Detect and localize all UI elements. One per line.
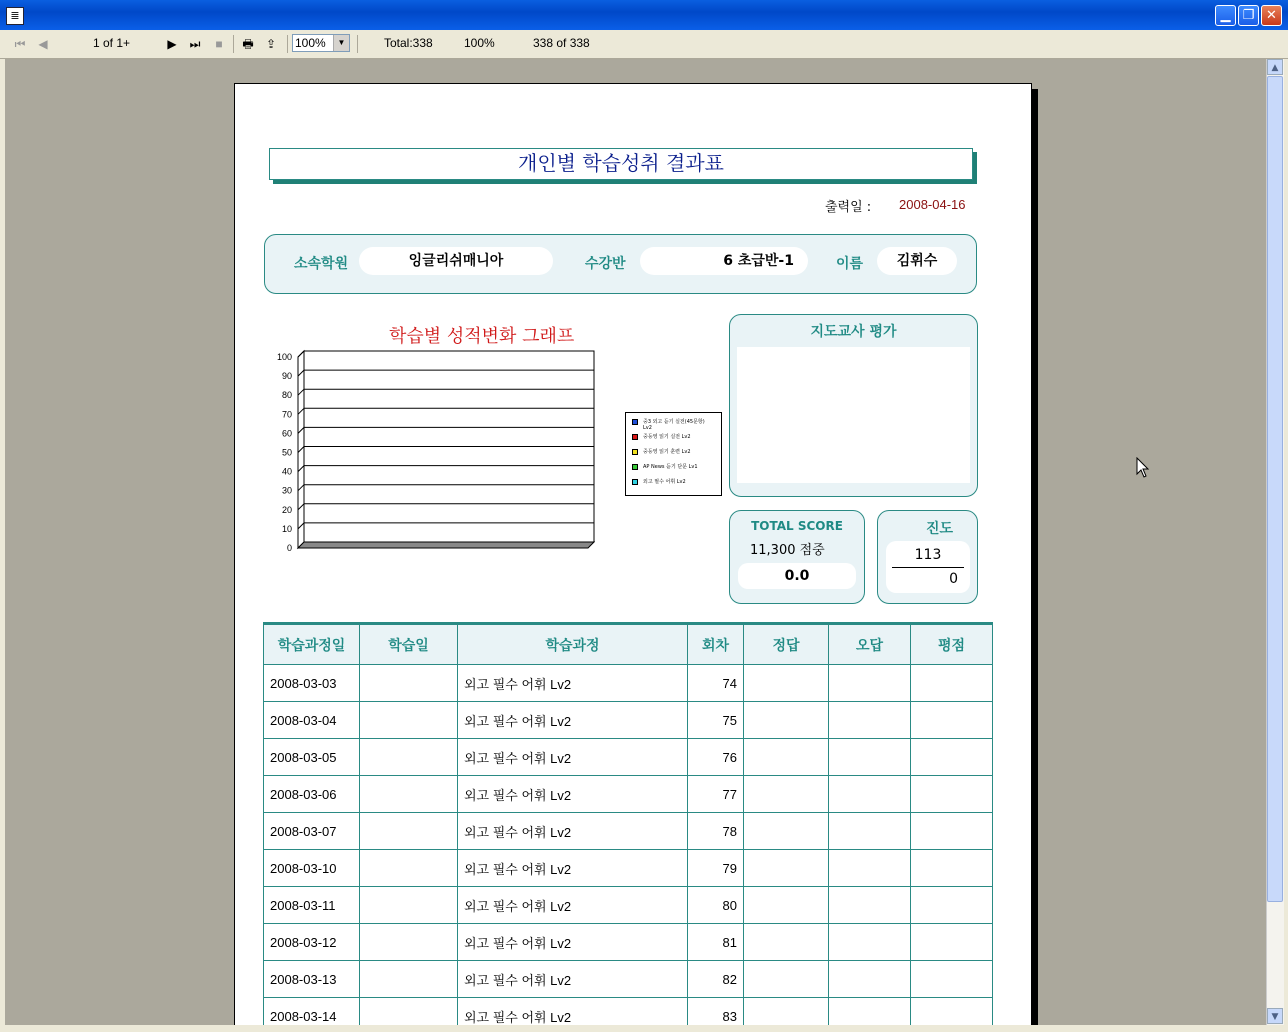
chart-legend <box>625 412 722 496</box>
legend-label: 중3 외고 듣기 실전(45문항) Lv2 <box>643 419 705 431</box>
chart-title: 학습별 성적변화 그래프 <box>389 326 575 347</box>
cell-study-date <box>360 776 458 813</box>
cell-grade <box>911 850 993 887</box>
cell-grade <box>911 887 993 924</box>
cell-grade <box>911 924 993 961</box>
cell-round: 81 <box>688 924 744 961</box>
header-study-date: 학습일 <box>360 624 458 665</box>
scroll-up-icon[interactable]: ▲ <box>1267 59 1283 75</box>
cell-study-date <box>360 887 458 924</box>
table-row <box>264 739 993 776</box>
cell-correct <box>744 776 829 813</box>
cell-correct <box>744 924 829 961</box>
legend-label: 중등영 읽기 실전 Lv2 <box>643 434 691 440</box>
progress-values <box>886 541 970 593</box>
y-tick-label: 40 <box>281 466 292 477</box>
progress-done: 0 <box>949 571 958 587</box>
cell-wrong <box>829 998 911 1026</box>
cell-course: 외고 필수 어휘 Lv2 <box>458 739 688 776</box>
report-page <box>234 83 1032 1025</box>
name-value <box>877 247 957 275</box>
cell-grade <box>911 998 993 1026</box>
progress-total: 113 <box>914 547 942 563</box>
cell-course-date: 2008-03-10 <box>264 850 360 887</box>
y-tick-label: 30 <box>281 485 292 496</box>
cell-correct <box>744 850 829 887</box>
cell-correct <box>744 961 829 998</box>
total-score-max: 11,300 점중 <box>750 543 825 558</box>
name-label: 이름 <box>836 256 864 272</box>
total-records: Total:338 <box>384 36 433 50</box>
legend-label: AP News 듣기 단문 Lv1 <box>643 464 698 470</box>
cell-course-date: 2008-03-12 <box>264 924 360 961</box>
cell-wrong <box>829 850 911 887</box>
class-label: 수강반 <box>585 256 626 272</box>
header-course-date: 학습과정일 <box>264 624 360 665</box>
report-title: 개인별 학습성취 결과표 <box>269 148 973 180</box>
header-correct: 정답 <box>744 624 829 665</box>
cell-correct <box>744 739 829 776</box>
cell-correct <box>744 813 829 850</box>
close-button[interactable]: ✕ <box>1261 5 1282 26</box>
y-tick-label: 60 <box>281 428 292 439</box>
cell-wrong <box>829 924 911 961</box>
legend-swatch <box>632 434 638 440</box>
cell-study-date <box>360 850 458 887</box>
cell-round: 78 <box>688 813 744 850</box>
table-row <box>264 813 993 850</box>
cell-grade <box>911 813 993 850</box>
cell-course: 외고 필수 어휘 Lv2 <box>458 850 688 887</box>
cell-course: 외고 필수 어휘 Lv2 <box>458 961 688 998</box>
cell-study-date <box>360 998 458 1026</box>
report-viewport <box>5 59 1266 1025</box>
legend-swatch <box>632 464 638 470</box>
score-chart <box>265 346 595 576</box>
progress-divider <box>892 567 964 568</box>
header-grade: 평점 <box>911 624 993 665</box>
table-row <box>264 887 993 924</box>
cell-course-date: 2008-03-05 <box>264 739 360 776</box>
y-tick-label: 100 <box>276 352 292 362</box>
cell-course-date: 2008-03-07 <box>264 813 360 850</box>
mouse-cursor-icon <box>1136 457 1150 479</box>
table-row <box>264 776 993 813</box>
academy-label: 소속학원 <box>294 256 349 272</box>
restore-button[interactable]: ❐ <box>1238 5 1259 26</box>
header-course: 학습과정 <box>458 624 688 665</box>
cell-course: 외고 필수 어휘 Lv2 <box>458 702 688 739</box>
cell-correct <box>744 998 829 1026</box>
cell-course-date: 2008-03-11 <box>264 887 360 924</box>
cell-course: 외고 필수 어휘 Lv2 <box>458 924 688 961</box>
zoom-percent: 100% <box>464 36 495 50</box>
legend-label: 외고 필수 어휘 Lv2 <box>643 479 686 485</box>
student-name: 김휘수 <box>896 253 938 269</box>
cell-study-date <box>360 739 458 776</box>
progress-box <box>877 510 978 604</box>
cell-wrong <box>829 702 911 739</box>
stop-icon[interactable]: ■ <box>215 37 223 51</box>
cell-round: 75 <box>688 702 744 739</box>
cell-round: 80 <box>688 887 744 924</box>
y-tick-label: 80 <box>281 390 292 401</box>
cell-wrong <box>829 739 911 776</box>
zoom-select[interactable] <box>292 34 350 52</box>
study-table <box>263 622 993 1025</box>
y-tick-label: 90 <box>281 371 292 382</box>
table-header-row <box>264 624 993 665</box>
cell-course-date: 2008-03-03 <box>264 665 360 702</box>
total-score-box <box>729 510 865 604</box>
page-indicator: 1 of 1+ <box>93 36 131 50</box>
cell-round: 74 <box>688 665 744 702</box>
cell-course: 외고 필수 어휘 Lv2 <box>458 813 688 850</box>
cell-study-date <box>360 702 458 739</box>
header-round: 회차 <box>688 624 744 665</box>
class-name: 6 초급반-1 <box>723 253 794 269</box>
cell-course: 외고 필수 어휘 Lv2 <box>458 887 688 924</box>
scroll-thumb[interactable] <box>1267 76 1283 902</box>
total-score-label: TOTAL SCORE <box>751 519 843 533</box>
cell-round: 82 <box>688 961 744 998</box>
cell-study-date <box>360 813 458 850</box>
y-tick-label: 50 <box>281 447 292 458</box>
vertical-scrollbar[interactable] <box>1266 59 1284 1025</box>
table-row <box>264 924 993 961</box>
cell-correct <box>744 665 829 702</box>
cell-correct <box>744 887 829 924</box>
cell-study-date <box>360 961 458 998</box>
y-tick-label: 0 <box>286 543 292 553</box>
viewer-toolbar <box>0 30 1288 59</box>
cell-wrong <box>829 813 911 850</box>
cell-grade <box>911 776 993 813</box>
table-row <box>264 850 993 887</box>
cell-wrong <box>829 961 911 998</box>
total-score-value: 0.0 <box>738 563 856 589</box>
toolbar-separator <box>233 35 234 53</box>
cell-course-date: 2008-03-14 <box>264 998 360 1026</box>
cell-course: 외고 필수 어휘 Lv2 <box>458 665 688 702</box>
cell-course-date: 2008-03-06 <box>264 776 360 813</box>
academy-value <box>359 247 553 275</box>
cell-study-date <box>360 924 458 961</box>
last-page-icon[interactable]: ⏭ <box>189 37 201 51</box>
cell-round: 83 <box>688 998 744 1026</box>
plot-floor <box>298 542 594 548</box>
cell-grade <box>911 702 993 739</box>
teacher-eval-box <box>729 314 978 497</box>
student-info-box <box>264 234 977 294</box>
chevron-down-icon[interactable]: ▼ <box>333 35 349 51</box>
cell-round: 77 <box>688 776 744 813</box>
cell-grade <box>911 961 993 998</box>
app-icon[interactable]: ≣ <box>6 7 24 25</box>
table-row <box>264 665 993 702</box>
zoom-value: 100% <box>295 36 326 50</box>
cell-round: 76 <box>688 739 744 776</box>
window-titlebar <box>0 0 1288 30</box>
toolbar-separator <box>357 35 358 53</box>
teacher-eval-content <box>737 347 970 483</box>
header-wrong: 오답 <box>829 624 911 665</box>
scroll-down-icon[interactable]: ▼ <box>1267 1008 1283 1024</box>
y-tick-label: 20 <box>281 504 292 515</box>
first-page-icon[interactable]: ⏮ <box>14 37 26 51</box>
teacher-eval-label: 지도교사 평가 <box>810 324 897 340</box>
record-position: 338 of 338 <box>533 36 590 50</box>
progress-label: 진도 <box>926 521 954 537</box>
table-row <box>264 998 993 1026</box>
cell-course: 외고 필수 어휘 Lv2 <box>458 998 688 1026</box>
minimize-button[interactable]: ▁ <box>1215 5 1236 26</box>
class-value <box>640 247 808 275</box>
table-row <box>264 702 993 739</box>
next-page-icon[interactable]: ▶ <box>167 37 177 51</box>
cell-grade <box>911 739 993 776</box>
cell-wrong <box>829 665 911 702</box>
previous-page-icon[interactable]: ◀ <box>38 37 48 51</box>
cell-correct <box>744 702 829 739</box>
print-date-label: 출력일 : <box>825 200 872 215</box>
cell-study-date <box>360 665 458 702</box>
academy-name: 잉글리쉬매니아 <box>408 253 504 269</box>
legend-swatch <box>632 449 638 455</box>
y-tick-label: 70 <box>281 409 292 420</box>
cell-course: 외고 필수 어휘 Lv2 <box>458 776 688 813</box>
legend-swatch <box>632 419 638 425</box>
export-icon[interactable]: ⇪ <box>265 37 277 51</box>
table-body <box>264 665 993 1026</box>
cell-wrong <box>829 776 911 813</box>
cell-course-date: 2008-03-13 <box>264 961 360 998</box>
legend-swatch <box>632 479 638 485</box>
legend-label: 중등영 읽기 훈련 Lv2 <box>643 449 691 455</box>
table-row <box>264 961 993 998</box>
print-icon[interactable]: 🖶 <box>242 37 254 51</box>
cell-course-date: 2008-03-04 <box>264 702 360 739</box>
print-date: 2008-04-16 <box>899 197 966 212</box>
y-tick-label: 10 <box>281 523 292 534</box>
cell-grade <box>911 665 993 702</box>
cell-round: 79 <box>688 850 744 887</box>
toolbar-separator <box>287 35 288 53</box>
cell-wrong <box>829 887 911 924</box>
